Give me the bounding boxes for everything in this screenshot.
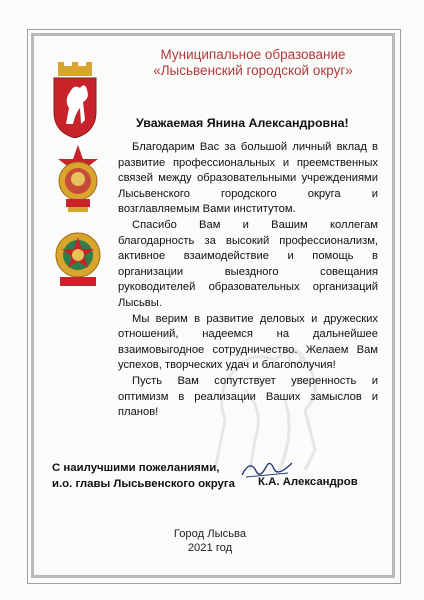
lysva-coat-of-arms-icon (52, 62, 98, 138)
paragraph: Мы верим в развитие деловых и дружеских отношений, надеемся на дальнейшее взаимовыгодное сотрудничество. Желаем Вам успехов, творческих удач и благополучия! (118, 312, 378, 372)
paragraph: Спасибо Вам и Вашим коллегам благодарность за высокий профессионализм, активное взаимодействие и помощь в организации выездного совещания руководителей образовательных организаций Лысьвы. (118, 218, 378, 309)
header-line-2: «Лысьвенский городской округ» (153, 63, 353, 78)
paragraph: Благодарим Вас за большой личный вклад в развитие профессиональных и преемственных связей между образовательными учреждениями Лысьвенского городского округа и возглавляемым Вами институтом. (118, 141, 378, 216)
letter-body (118, 140, 378, 421)
footer-city: Город Лысьва (173, 528, 247, 540)
order-of-lenin-icon (56, 145, 100, 213)
paragraph: Пусть Вам сопутствует уверенность и оптимизм в реализации Ваших замыслов и планов! (118, 374, 378, 419)
closing-line-2: и.о. главы Лысьвенского округа (52, 478, 235, 490)
header-line-1: Муниципальное образование (160, 47, 346, 62)
footer (160, 527, 260, 555)
closing-block (52, 460, 235, 492)
closing-line-1: С наилучшими пожеланиями, (52, 462, 220, 474)
greeting: Уважаемая Янина Александровна! (136, 116, 349, 130)
footer-year: 2021 год (187, 542, 233, 554)
organization-header (118, 47, 388, 79)
order-of-red-banner-of-labour-icon (54, 227, 102, 289)
signer-name: К.А. Александров (258, 476, 358, 488)
